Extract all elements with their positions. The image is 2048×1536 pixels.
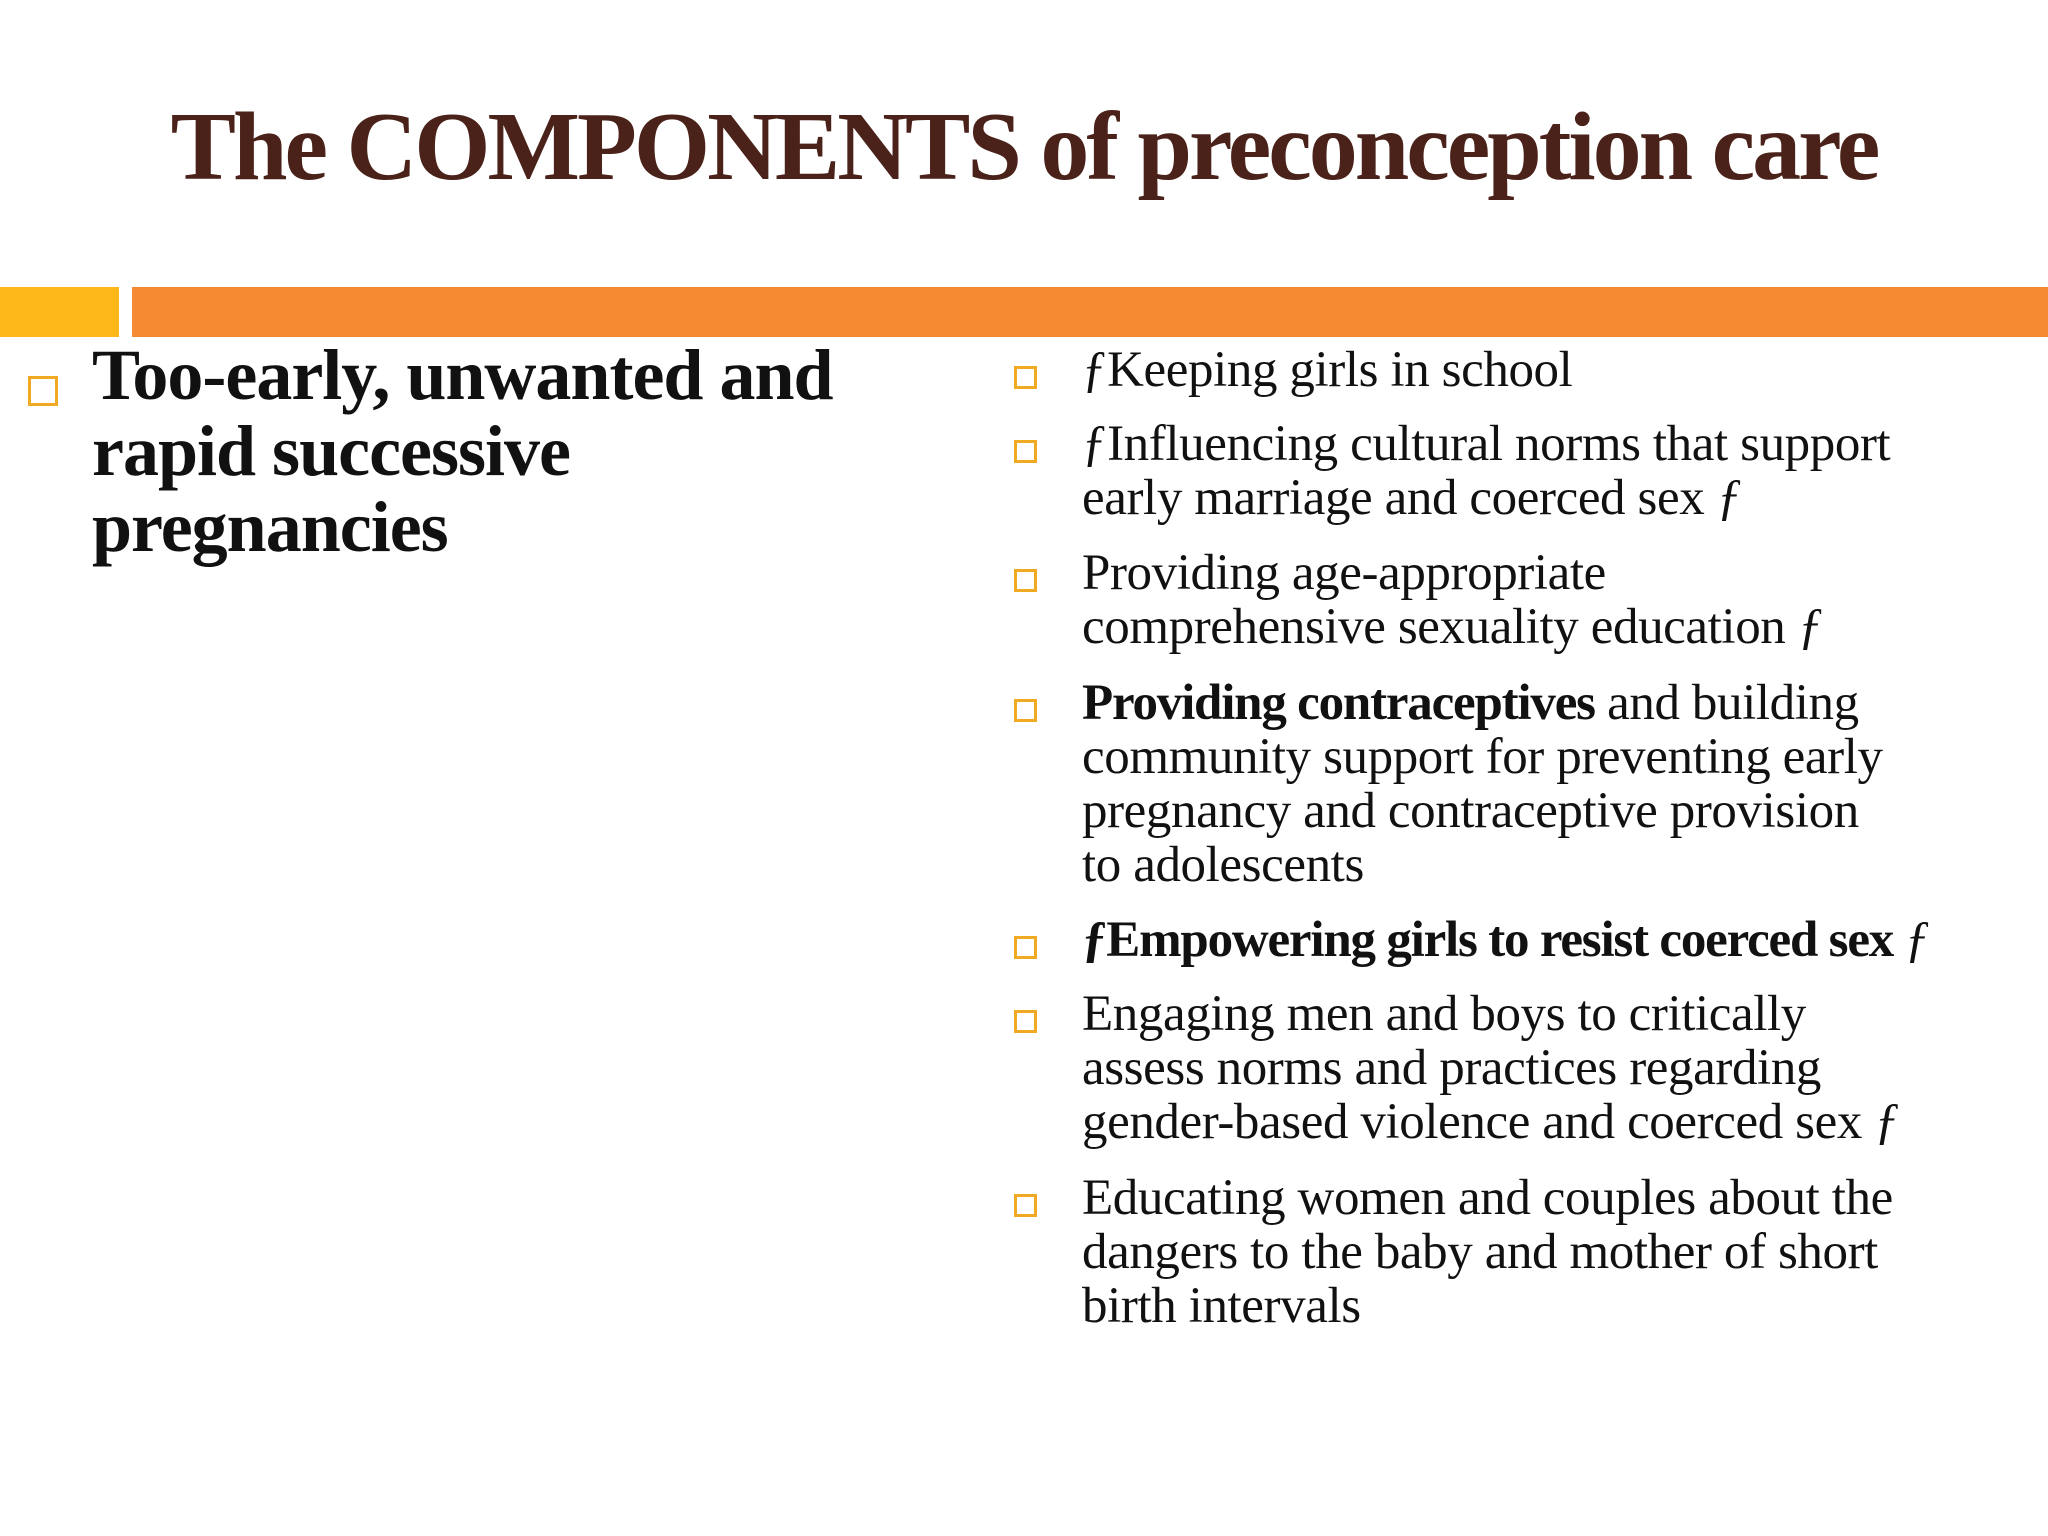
right-item-text (1082, 1171, 2042, 1333)
right-item-sexuality-education (0, 545, 2048, 655)
text-line: pregnancy and contraceptive provision (1082, 783, 1859, 839)
text-line: ƒKeeping girls in school (1082, 342, 1573, 398)
right-item-text (1082, 343, 2042, 397)
text-line: early marriage and coerced sex (1082, 470, 1717, 526)
hollow-square-icon (1014, 1010, 1037, 1033)
text-line: community support for preventing early (1082, 729, 1883, 785)
text-line: birth intervals (1082, 1278, 1361, 1334)
left-line: rapid successive (92, 411, 570, 491)
text-line: Providing age-appropriate (1082, 545, 1606, 601)
text-line: comprehensive sexuality education (1082, 599, 1798, 655)
text-line: ƒ (1874, 1094, 1900, 1150)
text-line: Providing contraceptives (1082, 675, 1595, 731)
text-line: and building (1594, 675, 1859, 731)
accent-bar-large (132, 287, 2048, 337)
right-item-text (1082, 676, 2042, 892)
text-line: to adolescents (1082, 837, 1364, 893)
text-line: Educating women and couples about the (1082, 1170, 1893, 1226)
left-bullet-text (92, 337, 992, 565)
hollow-square-icon (1014, 366, 1037, 389)
hollow-square-icon (1014, 569, 1037, 592)
text-line: gender-based violence and coerced sex (1082, 1094, 1875, 1150)
text-line: Engaging men and boys to critically (1082, 986, 1806, 1042)
right-item-text (1082, 913, 2042, 967)
left-line: Too-early, unwanted and (92, 335, 833, 415)
text-line: ƒ (1904, 912, 1930, 968)
right-item-empowering-girls (0, 912, 2048, 968)
right-item-engaging-men (0, 986, 2048, 1150)
right-item-text (1082, 417, 2042, 525)
right-item-text (1082, 546, 2042, 654)
text-line: ƒEmpowering girls to resist coerced sex (1082, 912, 1905, 968)
accent-bar-small (0, 287, 119, 337)
text-line: ƒInfluencing cultural norms that support (1082, 416, 1891, 472)
text-line: ƒ (1797, 599, 1823, 655)
right-item-contraceptives (0, 675, 2048, 893)
hollow-square-icon (1014, 440, 1037, 463)
text-line: dangers to the baby and mother of short (1082, 1224, 1878, 1280)
hollow-square-icon (28, 376, 58, 406)
hollow-square-icon (1014, 936, 1037, 959)
hollow-square-icon (1014, 1194, 1037, 1217)
right-item-text (1082, 987, 2042, 1149)
text-line: ƒ (1716, 470, 1742, 526)
hollow-square-icon (1014, 699, 1037, 722)
slide-title: The COMPONENTS of preconception care (170, 93, 1878, 201)
right-item-educating-women (0, 1170, 2048, 1334)
left-line: pregnancies (92, 487, 448, 567)
text-line: assess norms and practices regarding (1082, 1040, 1822, 1096)
